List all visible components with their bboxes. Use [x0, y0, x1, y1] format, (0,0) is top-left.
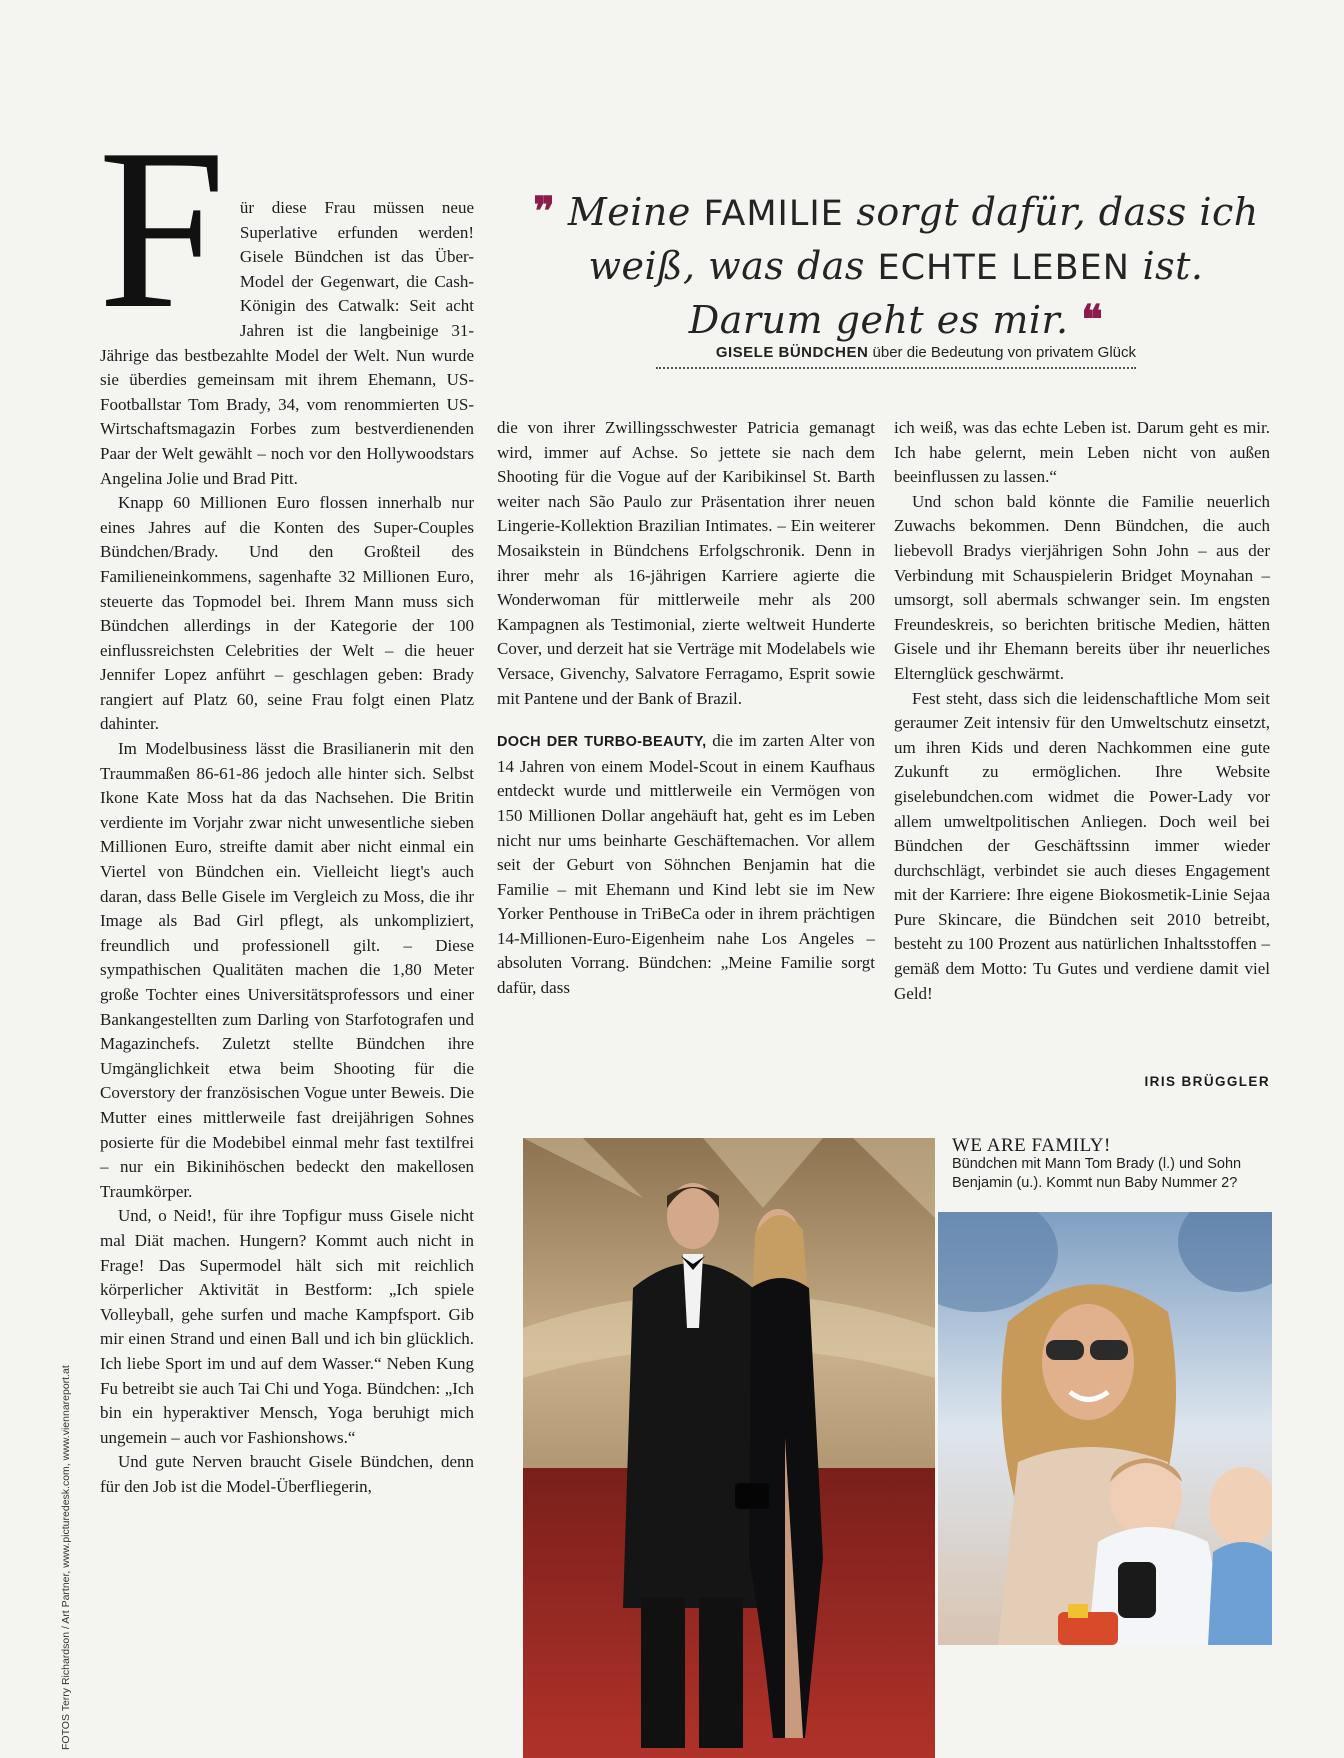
- article-column-1: [98, 101, 474, 1499]
- paragraph: Im Modelbusiness lässt die Brasilianerin mit den Traummaßen 86-61-86 jedoch alle hinter sich. Selbst Ikone Kate Moss hat da das Nachsehen. Die Britin verdiente im Vorjahr zwar nicht unwesentliche sieben Millionen Euro, streifte damit aber nicht einmal ein Viertel von Bündchen ein. Vielleicht liegt's auch daran, dass Belle Gisele im Vergleich zu Moss, die ihr Image als Bad Girl pflegt, als unkompliziert, freundlich und professionell gilt. – Diese sympathischen Qualitäten machen die 1,80 Meter große Tochter eines Universitätsprofessors und einer Bankangestellten zum Darling von Starfotografen und Magazinchefs. Zuletzt stellte Bündchen ihre Umgänglichkeit etwa beim Shooting für die Coverstory der französischen Vogue unter Beweis. Die Mutter eines mittlerweile fast dreijährigen Sohnes posierte für die Modebibel einmal mehr fast textilfrei – nur ein Bikinihöschen bedeckt den makellosen Traumkörper.: [100, 739, 474, 1201]
- attribution-name: GISELE BÜNDCHEN: [715, 344, 869, 361]
- close-quote-mark: ❝: [1081, 296, 1104, 343]
- drop-cap: F: [98, 101, 222, 356]
- quote-part-2: sorgt dafür, dass ich weiß, was das: [588, 190, 1259, 288]
- quote-part-1: Meine: [567, 190, 704, 234]
- article-column-2: [497, 416, 875, 1001]
- paragraph: die von ihrer Zwillingsschwester Patricia gemanagt wird, immer auf Achse. So jettete sie nach dem Shooting für die Vogue auf der Karibikinsel St. Barth weiter nach São Paulo zur Präsentation ihrer neuen Lingerie-Kollektion Brazilian Intimates. – Ein weiterer Mosaikstein in Bündchens Erfolgschronik. Denn in ihrer mehr als 16-jährigen Karriere agierte die Wonderwoman für mittlerweile mehr als 200 Kampagnen als Testimonial, zierte weltweit Hunderte Cover, und derzeit hat sie Verträge mit Modelabels wie Versace, Givenchy, Salvatore Ferragamo, Esprit sowie mit Pantene und der Bank of Brazil.: [497, 418, 875, 708]
- open-quote-mark: ❞: [533, 188, 556, 235]
- photo-mother-son: [938, 1212, 1272, 1645]
- paragraph: Und gute Nerven braucht Gisele Bündchen, denn für den Job ist die Model-Überfliegerin,: [100, 1452, 474, 1496]
- paragraph: Und, o Neid!, für ihre Topfigur muss Gisele nicht mal Diät machen. Hungern? Kommt auch nicht in Frage! Das Supermodel hält sich mit reichlich körperlicher Aktivität in Bestform: „Ich spiele Volleyball, gehe surfen und mache Kampfsport. Gib mir einen Strand und einen Ball und ich bin glücklich. Ich liebe Sport im und auf dem Wasser.“ Neben Kung Fu betreibt sie auch Tai Chi und Yoga. Bündchen: „Ich bin ein hyperaktiver Mensch, Yoga beruhigt mich ungemein – auch vor Fashionshows.“: [100, 1206, 474, 1447]
- pull-quote: [520, 186, 1272, 346]
- paragraph: Knapp 60 Millionen Euro flossen innerhalb nur eines Jahres auf die Konten des Super-Couples Bündchen/Brady. Und den Großteil des Familieneinkommens, sagenhafte 32 Millionen Euro, steuerte das Topmodel bei. Ihrem Mann muss sich Bündchen allerdings in der Kategorie der 100 einflussreichsten Celebrities der Welt – die heuer Jennifer Lopez anführt – geschlagen geben: Brady rangiert auf Platz 60, seine Frau folgt einen Platz dahinter.: [100, 493, 474, 734]
- photo-couple: [523, 1138, 935, 1758]
- author-byline: IRIS BRÜGGLER: [1144, 1074, 1270, 1089]
- photo-caption: [952, 1136, 1270, 1193]
- runin-text: die im zarten Alter von 14 Jahren von einem Model-Scout in einem Kaufhaus entdeckt wurde und mittlerweile ein Vermögen von 150 Millionen Dollar angehäuft hat, geht es im Leben nicht nur ums beinharte Geschäftemachen. Vor allem seit der Geburt von Söhnchen Benjamin hat die Familie – mit Ehemann und Kind lebt sie im New Yorker Penthouse in TriBeCa oder in ihrem prächtigen 14-Millionen-Euro-Eigenheim nahe Los Angeles – absoluten Vorrang. Bündchen: „Meine Familie sorgt dafür, dass: [497, 731, 875, 998]
- paragraph-runin: [497, 729, 875, 1001]
- runin-heading: DOCH DER TURBO-BEAUTY,: [497, 734, 707, 751]
- caption-title: WE ARE FAMILY!: [952, 1135, 1111, 1156]
- quote-attribution: [656, 344, 1136, 369]
- article-column-3: [894, 416, 1270, 1006]
- quote-caps-1: FAMILIE: [703, 194, 844, 234]
- caption-text: Bündchen mit Mann Tom Brady (l.) und Sohn Benjamin (u.). Kommt nun Baby Nummer 2?: [952, 1156, 1242, 1191]
- paragraph: Und schon bald könnte die Familie neuerlich Zuwachs bekommen. Denn Bündchen, die auch liebevoll Bradys vierjährigen Sohn John – aus der Verbindung mit Schauspielerin Bridget Moynahan – umsorgt, soll abermals schwanger sein. Im engsten Freundeskreis, so berichten britische Medien, hätten Gisele und ihr Ehemann bereits über ihr neuerliches Elternglück geschwärmt.: [894, 491, 1270, 683]
- paragraph: ür diese Frau müssen neue Superlative erfunden werden! Gisele Bündchen ist das Über-Model der Gegenwart, die Cash-Königin des Catwalk: Seit acht Jahren ist die langbeinige 31-Jährige das bestbezahlte Model der Welt. Nun wurde sie überdies gemeinsam mit ihrem Ehemann, US-Footballstar Tom Brady, 34, vom renommierten US-Wirtschaftsmagazin Forbes zum bestverdienenden Paar der Welt gewählt – noch vor den Hollywoodstars Angelina Jolie und Brad Pitt.: [100, 198, 474, 488]
- attribution-text: über die Bedeutung von privatem Glück: [868, 344, 1136, 361]
- paragraph: Fest steht, dass sich die leidenschaftliche Mom seit geraumer Zeit intensiv für den Umweltschutz einsetzt, um ihren Kids und deren Nachkommen eine gute Zukunft zu ermöglichen. Ihre Website giselebundchen.com widmet die Power-Lady vor allem umweltpolitischen Anliegen. Doch weil bei Bündchen der Geschäftssinn immer wieder durchschlägt, verbindet sie auch dieses Engagement mit der Karriere: Ihre eigene Biokosmetik-Linie Sejaa Pure Skincare, die Bündchen seit 2010 betreibt, besteht zu 100 Prozent aus natürlichen Inhaltsstoffen – gemäß dem Motto: Tu Gutes und verdiene damit viel Geld!: [894, 688, 1270, 1003]
- quote-caps-2: ECHTE LEBEN: [877, 248, 1130, 288]
- paragraph: ich weiß, was das echte Leben ist. Darum geht es mir. Ich habe gelernt, mein Leben nicht von außen beeinflussen zu lassen.“: [894, 418, 1270, 487]
- quote-part-3: ist. Darum geht es mir.: [688, 244, 1204, 342]
- photo-credit: FOTOS Terry Richardson / Art Partner, www.picturedesk.com, www.viennareport.at: [60, 1365, 72, 1750]
